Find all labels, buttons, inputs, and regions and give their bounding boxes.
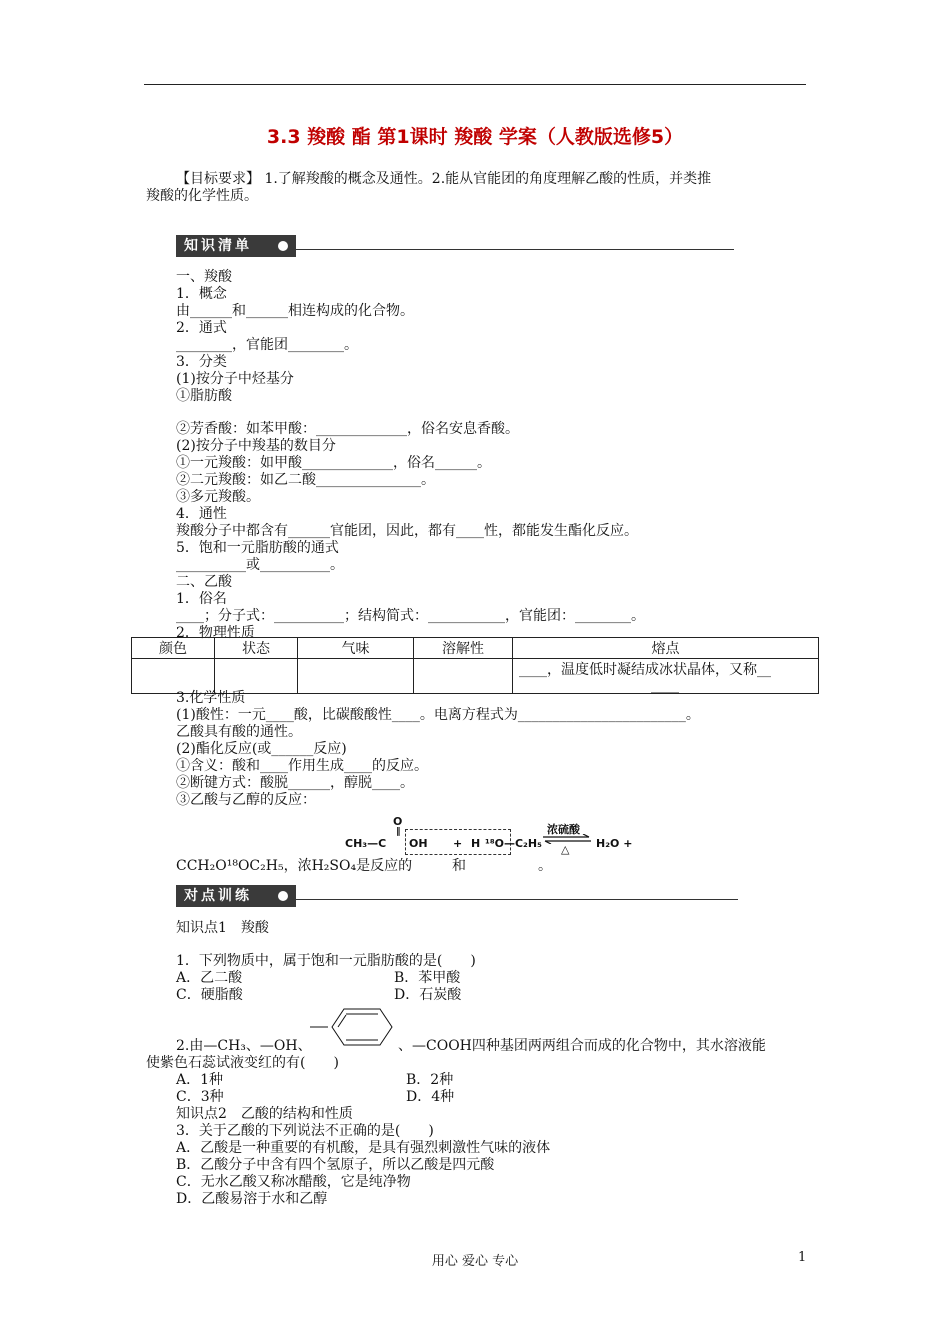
text-line: ②芳香酸：如苯甲酸：_____________，俗名安息香酸。 bbox=[176, 421, 519, 437]
formula-tail-mid: 和 bbox=[452, 858, 466, 874]
carbonyl-oxygen: O bbox=[393, 815, 403, 828]
product: H₂O + bbox=[596, 837, 633, 850]
question-3-stem: 3．关于乙酸的下列说法不正确的是( ) bbox=[176, 1123, 434, 1139]
text-line: 由______和______相连构成的化合物。 bbox=[176, 303, 414, 319]
bullet-icon bbox=[278, 891, 288, 901]
question-1-stem: 1．下列物质中，属于饱和一元脂肪酸的是( ) bbox=[176, 953, 476, 969]
acid-left: CH₃—C bbox=[345, 837, 387, 850]
text-line: (1)按分子中烃基分 bbox=[176, 371, 294, 387]
page-title: 3.3 羧酸 酯 第1课时 羧酸 学案（人教版选修5） bbox=[266, 126, 684, 148]
text-line: 2．通式 bbox=[176, 320, 227, 336]
text-line: (1)酸性：一元____酸，比碳酸酸性____。电离方程式为________________________。 bbox=[176, 707, 700, 723]
bullet-icon bbox=[278, 241, 288, 251]
section-label: 知识清单 bbox=[176, 235, 296, 257]
text-line: 1．概念 bbox=[176, 286, 227, 302]
cell-state bbox=[215, 659, 298, 694]
text-line: ②断键方式：酸脱______，醇脱____。 bbox=[176, 775, 414, 791]
hydroxyl: OH bbox=[409, 837, 428, 850]
knowledge-point-1: 知识点1 羧酸 bbox=[176, 920, 269, 936]
text-line: ②二元羧酸：如乙二酸_______________。 bbox=[176, 472, 435, 488]
text-line: ________，官能团________。 bbox=[176, 337, 358, 353]
text-line: ____；分子式：__________；结构简式：___________，官能团：________。 bbox=[176, 608, 645, 624]
section-rule bbox=[296, 899, 738, 900]
melting-text: ____，温度低时凝结成冰状晶体，又称__ bbox=[519, 662, 771, 678]
question-2-stem-b: 、—COOH四种基团两两组合而成的化合物中，其水溶液能 bbox=[398, 1038, 766, 1054]
hydrogen: H bbox=[471, 837, 481, 850]
text-line: 4．通性 bbox=[176, 506, 227, 522]
page-number: 1 bbox=[798, 1250, 807, 1265]
header-color: 颜色 bbox=[132, 638, 215, 659]
text-line: 1．俗名 bbox=[176, 591, 227, 607]
text-line: ③多元羧酸。 bbox=[176, 489, 260, 505]
catalyst-label: 浓硫酸 bbox=[547, 823, 580, 836]
question-2-option-c: C．3种 bbox=[176, 1089, 224, 1105]
text-line: ③乙酸与乙醇的反应： bbox=[176, 792, 316, 808]
text-line: (2)酯化反应(或______反应) bbox=[176, 741, 347, 757]
text-line: 3．分类 bbox=[176, 354, 227, 370]
cell-color bbox=[132, 659, 215, 694]
section-rule bbox=[296, 249, 734, 250]
question-3-option-b: B．乙酸分子中含有四个氢原子，所以乙酸是四元酸 bbox=[176, 1157, 495, 1173]
question-2-stem-2: 使紫色石蕊试液变红的有( ) bbox=[146, 1055, 339, 1071]
goals-line-1: 【目标要求】 1.了解羧酸的概念及通性。2.能从官能团的角度理解乙酸的性质，并类推 bbox=[176, 171, 712, 187]
benzene-ring-icon bbox=[308, 1006, 404, 1048]
heat-symbol: △ bbox=[561, 843, 570, 856]
text-line: 一、羧酸 bbox=[176, 269, 232, 285]
section-label: 对点训练 bbox=[176, 885, 296, 907]
formula-tail-end: 。 bbox=[538, 858, 552, 874]
text-line: 2．物理性质 bbox=[176, 625, 255, 641]
knowledge-point-2: 知识点2 乙酸的结构和性质 bbox=[176, 1106, 353, 1122]
physical-properties-table bbox=[131, 637, 819, 694]
header-smell: 气味 bbox=[298, 638, 414, 659]
text-line: 5．饱和一元脂肪酸的通式 bbox=[176, 540, 339, 556]
melting-tail: ____ bbox=[651, 678, 679, 694]
formula-tail-left: CCH₂O¹⁸OC₂H₅，浓H₂SO₄是反应的 bbox=[176, 858, 413, 874]
question-2-stem-a: 2.由—CH₃、—OH、 bbox=[176, 1038, 312, 1054]
text-line: 二、乙酸 bbox=[176, 574, 232, 590]
question-2-option-a: A．1种 bbox=[176, 1072, 224, 1088]
question-2-option-b: B．2种 bbox=[406, 1072, 454, 1088]
ethanol-right: ¹⁸O—C₂H₅ bbox=[485, 837, 542, 850]
question-1-option-c: C．硬脂酸 bbox=[176, 987, 243, 1003]
text-line: (2)按分子中羧基的数目分 bbox=[176, 438, 336, 454]
question-1-option-b: B．苯甲酸 bbox=[394, 970, 461, 986]
text-line: ①一元羧酸：如甲酸_____________，俗名______。 bbox=[176, 455, 491, 471]
text-line: __________或__________。 bbox=[176, 557, 344, 573]
header-melting-point: 熔点 bbox=[513, 638, 819, 659]
text-line: ①脂肪酸 bbox=[176, 388, 232, 404]
cell-solubility bbox=[414, 659, 513, 694]
text-line: 3.化学性质 bbox=[176, 690, 246, 706]
plus-sign: + bbox=[453, 837, 463, 850]
question-3-option-c: C．无水乙酸又称冰醋酸，它是纯净物 bbox=[176, 1174, 411, 1190]
header-rule bbox=[144, 84, 806, 85]
esterification-equation bbox=[345, 815, 635, 859]
page-footer: 用心 爱心 专心 bbox=[431, 1254, 519, 1269]
cell-smell bbox=[298, 659, 414, 694]
header-solubility: 溶解性 bbox=[414, 638, 513, 659]
double-bond-icon: ‖ bbox=[396, 827, 401, 837]
question-3-option-a: A．乙酸是一种重要的有机酸，是具有强烈刺激性气味的液体 bbox=[176, 1140, 551, 1156]
header-state: 状态 bbox=[215, 638, 298, 659]
question-1-option-a: A．乙二酸 bbox=[176, 970, 243, 986]
text-line: 羧酸分子中都含有______官能团，因此，都有____性，都能发生酯化反应。 bbox=[176, 523, 638, 539]
cell-melting-point bbox=[513, 659, 819, 694]
text-line: ①含义：酸和____作用生成____的反应。 bbox=[176, 758, 428, 774]
question-3-option-d: D．乙酸易溶于水和乙醇 bbox=[176, 1191, 328, 1207]
text-line: 乙酸具有酸的通性。 bbox=[176, 724, 302, 740]
question-2-option-d: D．4种 bbox=[406, 1089, 455, 1105]
goals-line-2: 羧酸的化学性质。 bbox=[146, 188, 258, 204]
question-1-option-d: D．石炭酸 bbox=[394, 987, 462, 1003]
